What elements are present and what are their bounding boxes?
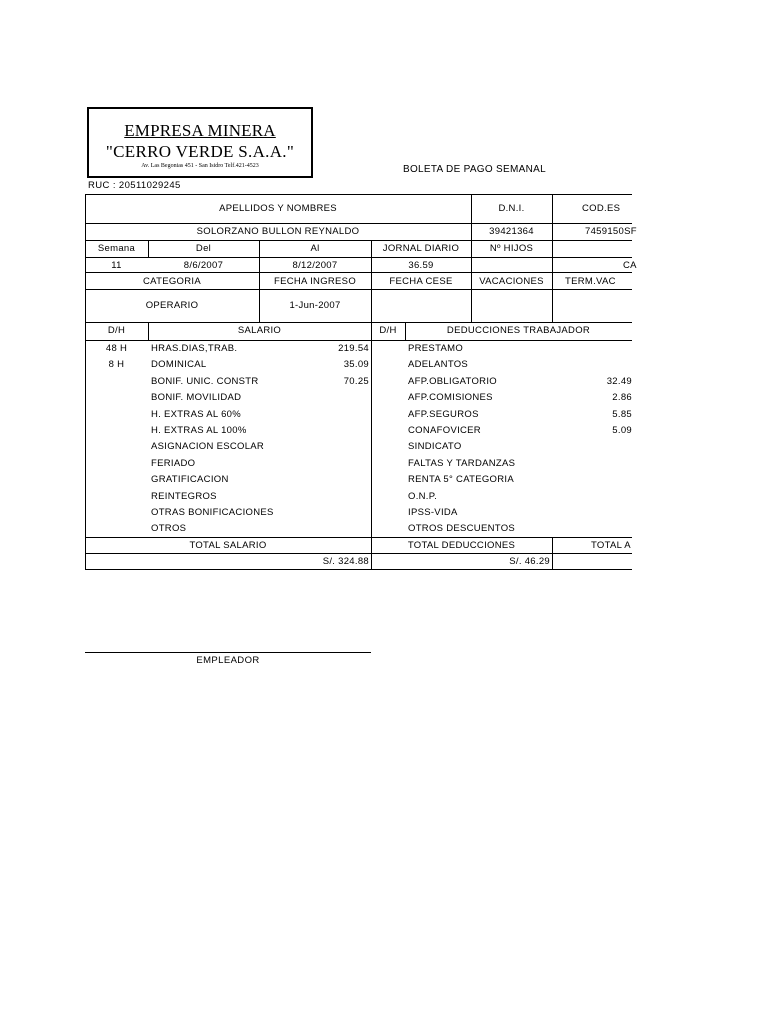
employee-code: 7459150SF — [585, 226, 637, 237]
total-aportes-label: TOTAL A — [591, 540, 631, 551]
semana-value: 11 — [111, 260, 122, 271]
company-logo — [87, 107, 313, 178]
row-divider — [85, 289, 632, 290]
vacaciones-header: VACACIONES — [479, 276, 544, 287]
salary-amount: 219.54 — [338, 343, 369, 354]
deduction-amount: 5.09 — [612, 425, 632, 436]
salary-item: DOMINICAL — [151, 359, 207, 370]
del-value: 8/6/2007 — [183, 260, 224, 271]
deduction-item: ADELANTOS — [408, 359, 469, 370]
salary-item: HRAS.DIAS,TRAB. — [151, 343, 238, 354]
salary-dh: 8 H — [108, 359, 125, 370]
salary-item: GRATIFICACION — [151, 474, 229, 485]
deduction-item: CONAFOVICER — [408, 425, 481, 436]
deduction-item: O.N.P. — [408, 491, 438, 502]
salary-item: H. EXTRAS AL 100% — [151, 425, 247, 436]
dh-header-deductions: D/H — [379, 325, 397, 336]
semana-header: Semana — [97, 243, 136, 254]
deducciones-header: DEDUCCIONES TRABAJADOR — [446, 325, 591, 336]
row-divider — [85, 240, 632, 241]
cese-header: FECHA CESE — [389, 276, 453, 287]
ingreso-header: FECHA INGRESO — [273, 276, 357, 287]
salary-amount: 35.09 — [343, 359, 369, 370]
col-divider — [552, 537, 553, 570]
salary-item: ASIGNACION ESCOLAR — [151, 441, 265, 452]
categoria-value: OPERARIO — [145, 300, 199, 311]
dh-header: D/H — [107, 325, 126, 336]
col-divider — [371, 240, 372, 570]
salary-item: OTROS — [151, 523, 187, 534]
salary-item: REINTEGROS — [151, 491, 217, 502]
deduction-item: AFP.SEGUROS — [408, 409, 479, 420]
deduction-item: RENTA 5° CATEGORIA — [408, 474, 514, 485]
al-value: 8/12/2007 — [292, 260, 338, 271]
table-border-top — [85, 194, 632, 195]
col-divider — [471, 257, 472, 322]
total-salario-label: TOTAL SALARIO — [189, 540, 267, 551]
row-divider — [85, 272, 632, 273]
signature-label: EMPLEADOR — [196, 655, 260, 666]
jornal-value: 36.59 — [408, 260, 434, 271]
row-divider — [85, 340, 632, 341]
row-divider — [85, 257, 632, 258]
total-salario-value: S/. 324.88 — [322, 556, 369, 567]
row-divider — [85, 322, 632, 323]
company-address: Av. Las Begonias 451 - San Isidro Telf.421-4523 — [141, 163, 259, 169]
row-divider — [85, 553, 632, 554]
col-divider — [552, 194, 553, 257]
ingreso-value: 1-Jun-2007 — [289, 300, 341, 311]
deduction-item: OTROS DESCUENTOS — [408, 523, 516, 534]
row-divider — [85, 537, 632, 538]
payslip-table — [85, 194, 637, 571]
salary-item: OTRAS BONIFICACIONES — [151, 507, 274, 518]
deduction-item: SINDICATO — [408, 441, 462, 452]
document-title: BOLETA DE PAGO SEMANAL — [403, 164, 546, 175]
al-header: Al — [310, 243, 320, 254]
salary-item: H. EXTRAS AL 60% — [151, 409, 241, 420]
dni-header: D.N.I. — [498, 203, 525, 214]
employee-name: SOLORZANO BULLON REYNALDO — [196, 226, 360, 237]
salary-item: BONIF. UNIC. CONSTR — [151, 376, 259, 387]
jornal-header: JORNAL DIARIO — [382, 243, 460, 254]
ruc-number: RUC : 20511029245 — [88, 180, 181, 191]
col-divider — [552, 257, 553, 322]
deduction-item: AFP.COMISIONES — [408, 392, 493, 403]
salary-item: FERIADO — [151, 458, 196, 469]
salary-item: BONIF. MOVILIDAD — [151, 392, 242, 403]
deduction-item: AFP.OBLIGATORIO — [408, 376, 497, 387]
categoria-header: CATEGORIA — [143, 276, 201, 287]
truncated-value: CA — [623, 260, 637, 271]
total-deducciones-value: S/. 46.29 — [509, 556, 550, 567]
deduction-item: FALTAS Y TARDANZAS — [408, 458, 516, 469]
table-border-bottom — [85, 569, 632, 570]
total-deducciones-label: TOTAL DEDUCCIONES — [407, 540, 516, 551]
deduction-amount: 32.49 — [606, 376, 632, 387]
deduction-amount: 2.86 — [612, 392, 632, 403]
hijos-header: Nº HIJOS — [489, 243, 534, 254]
company-name-line2: "CERRO VERDE S.A.A." — [105, 142, 295, 161]
del-header: Del — [195, 243, 212, 254]
salario-header: SALARIO — [237, 325, 282, 336]
salary-amount: 70.25 — [343, 376, 369, 387]
termvac-header: TERM.VAC — [565, 276, 616, 287]
code-header: COD.ES — [582, 203, 621, 214]
company-name-line1: EMPRESA MINERA — [124, 121, 276, 140]
row-divider — [85, 223, 632, 224]
signature-line — [85, 652, 371, 653]
name-header: APELLIDOS Y NOMBRES — [219, 203, 337, 214]
deduction-item: PRESTAMO — [408, 343, 464, 354]
salary-dh: 48 H — [105, 343, 128, 354]
deduction-amount: 5.85 — [612, 409, 632, 420]
employee-dni: 39421364 — [489, 226, 534, 237]
deduction-item: IPSS-VIDA — [408, 507, 458, 518]
